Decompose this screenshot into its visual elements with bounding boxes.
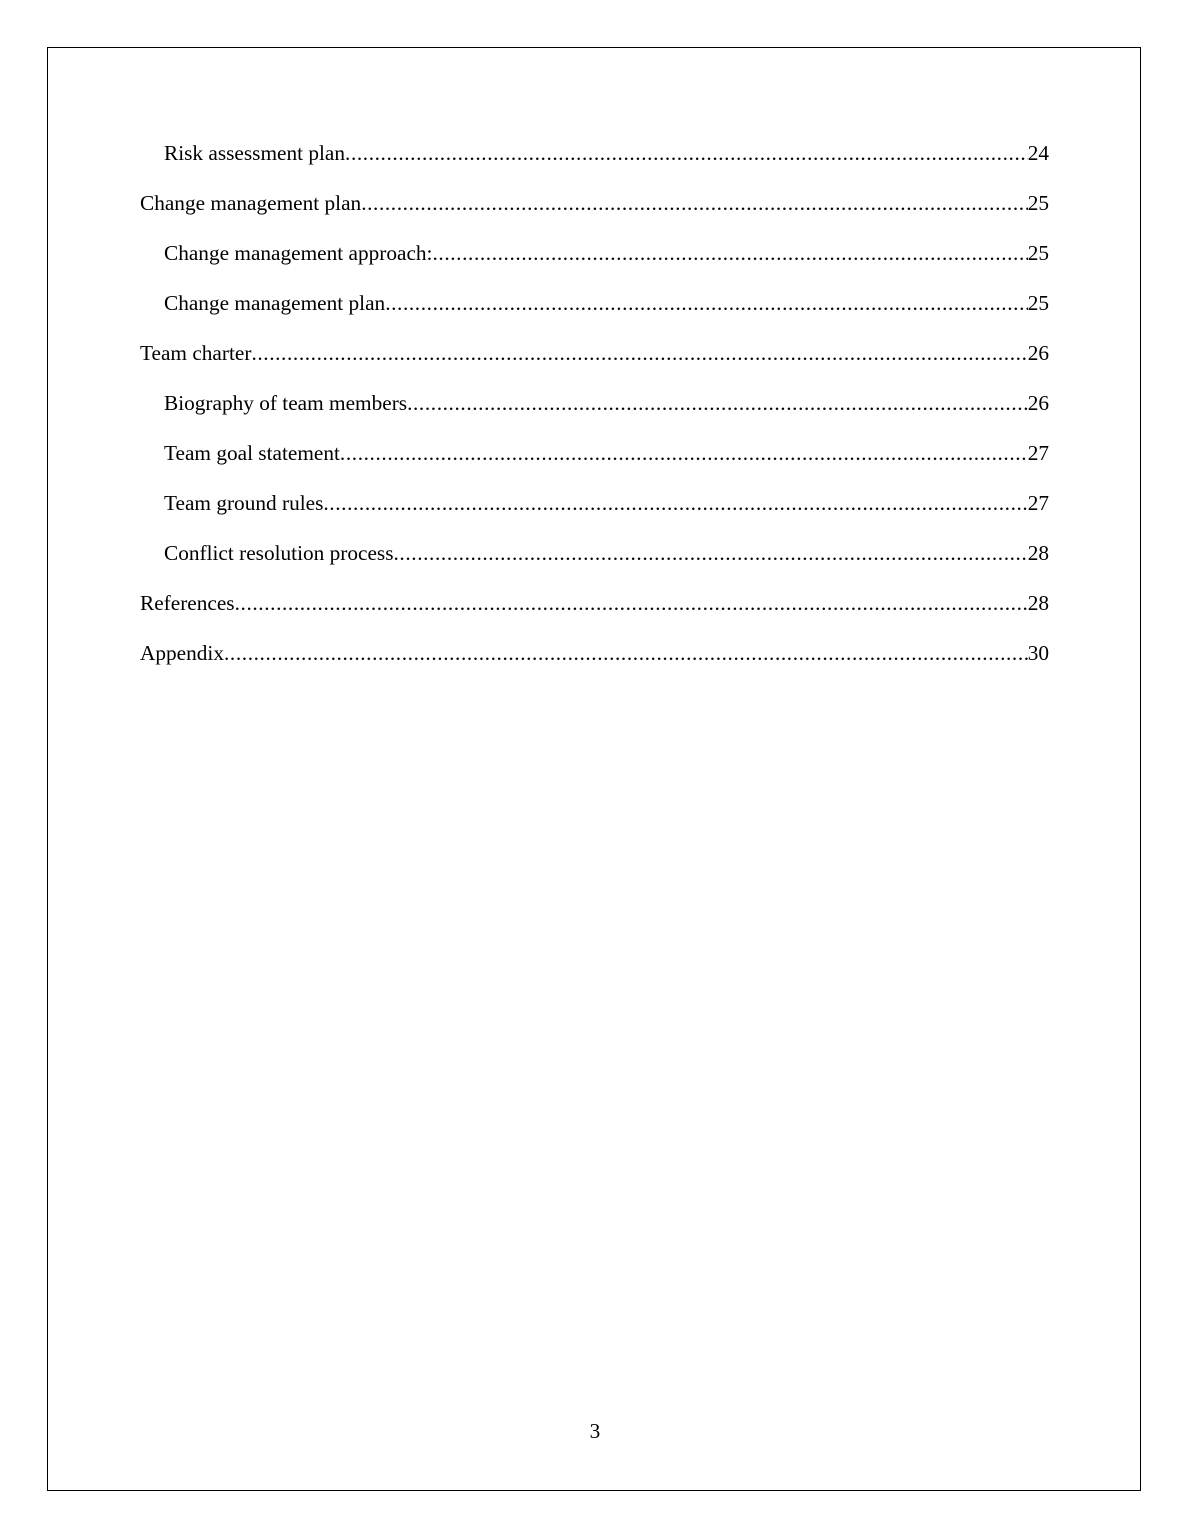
toc-entry-conflict-resolution-process[interactable] [140,537,1049,587]
toc-entry-title: Change management approach: [164,241,433,265]
toc-dot-leader [235,587,1028,619]
toc-entry-page: 26 [1027,391,1049,415]
table-of-contents [140,137,1049,687]
toc-entry-title: Biography of team members [164,391,408,415]
toc-entry-title: Change management plan [140,191,362,215]
toc-entry-page: 25 [1027,191,1049,215]
toc-entry-team-goal-statement[interactable] [140,437,1049,487]
toc-entry-change-management-approach[interactable] [140,237,1049,287]
toc-entry-page: 25 [1027,241,1049,265]
toc-entry-page: 30 [1027,641,1049,665]
toc-entry-page: 28 [1027,541,1049,565]
toc-entry-page: 25 [1027,291,1049,315]
toc-entry-title: Risk assessment plan [164,141,346,165]
toc-entry-team-charter[interactable] [140,337,1049,387]
toc-entry-appendix[interactable] [140,637,1049,687]
toc-dot-leader [407,387,1028,419]
toc-dot-leader [394,537,1028,569]
toc-entry-risk-assessment-plan[interactable] [140,137,1049,187]
toc-entry-title: Conflict resolution process [164,541,394,565]
toc-entry-page: 26 [1027,341,1049,365]
toc-entry-references[interactable] [140,587,1049,637]
toc-entry-title: References [140,591,235,615]
toc-entry-page: 28 [1027,591,1049,615]
toc-dot-leader [432,237,1027,269]
toc-entry-title: Team ground rules [164,491,324,515]
toc-dot-leader [224,637,1028,669]
toc-dot-leader [385,287,1028,319]
page-number: 3 [589,1419,601,1443]
toc-entry-title: Change management plan [164,291,386,315]
toc-entry-title: Team charter [140,341,252,365]
toc-entry-change-management-plan-sub[interactable] [140,287,1049,337]
toc-entry-page: 27 [1027,491,1049,515]
toc-entry-title: Team goal statement [164,441,340,465]
toc-dot-leader [345,137,1028,169]
toc-entry-page: 24 [1027,141,1049,165]
toc-dot-leader [361,187,1028,219]
toc-entry-team-ground-rules[interactable] [140,487,1049,537]
toc-dot-leader [251,337,1027,369]
toc-entry-biography-of-team-members[interactable] [140,387,1049,437]
toc-dot-leader [340,437,1028,469]
toc-entry-change-management-plan[interactable] [140,187,1049,237]
toc-entry-title: Appendix [140,641,224,665]
toc-entry-page: 27 [1027,441,1049,465]
toc-dot-leader [323,487,1027,519]
